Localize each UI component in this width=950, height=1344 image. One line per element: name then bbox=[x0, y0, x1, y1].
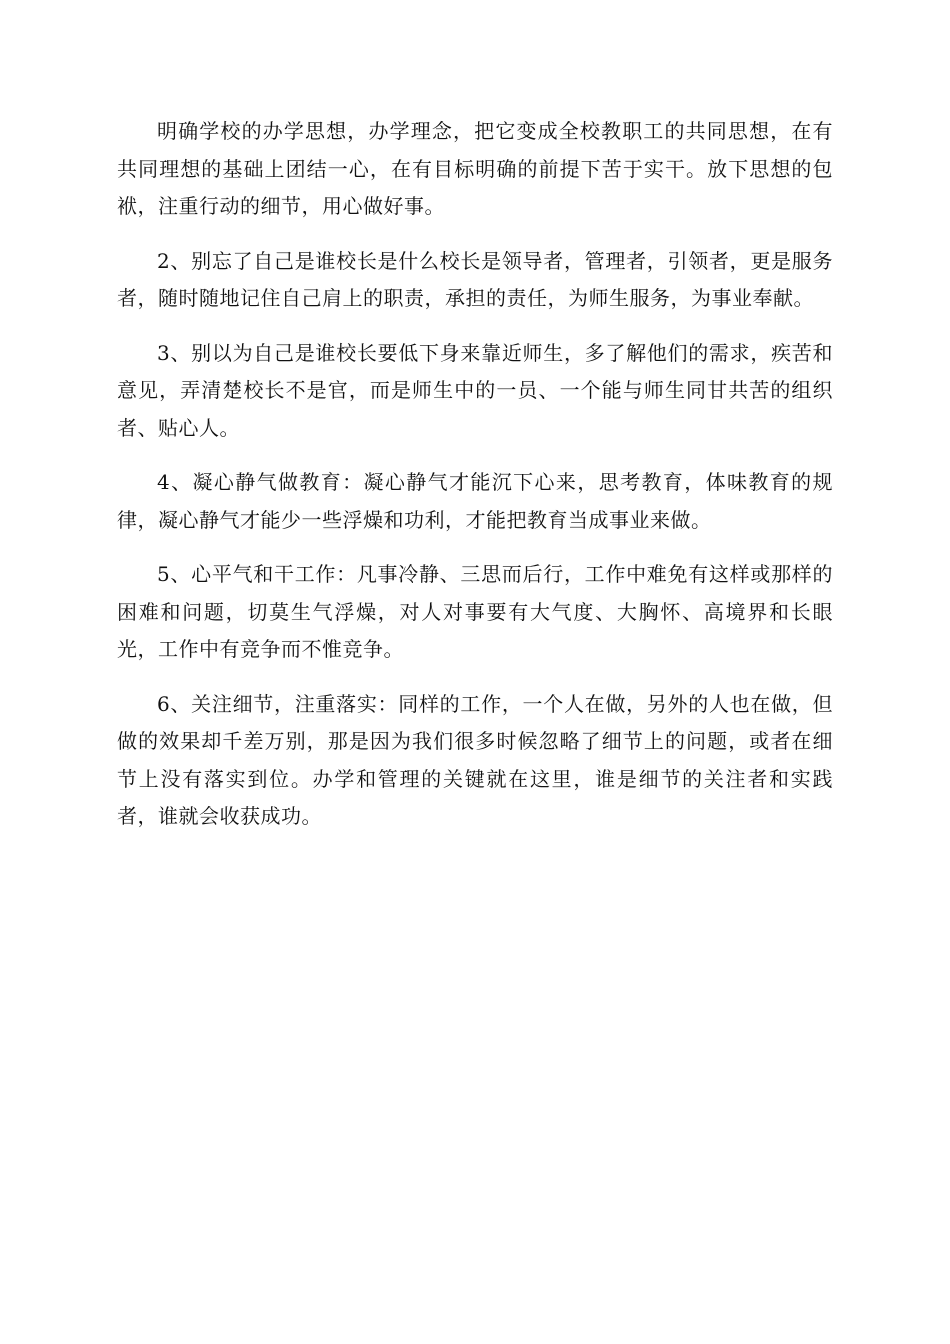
document-body bbox=[117, 113, 833, 853]
paragraph-2: 2、别忘了自己是谁校长是什么校长是领导者，管理者，引领者，更是服务者，随时随地记住自己肩上的职责，承担的责任，为师生服务，为事业奉献。 bbox=[117, 248, 833, 310]
paragraph-intro: 明确学校的办学思想，办学理念，把它变成全校教职工的共同思想，在有共同理想的基础上团结一心，在有目标明确的前提下苦于实干。放下思想的包袱，注重行动的细节，用心做好事。 bbox=[117, 119, 833, 218]
paragraph-5: 5、心平气和干工作：凡事冷静、三思而后行，工作中难免有这样或那样的困难和问题，切莫生气浮燥，对人对事要有大气度、大胸怀、高境界和长眼光，工作中有竞争而不惟竞争。 bbox=[117, 562, 833, 661]
paragraph-3: 3、别以为自己是谁校长要低下身来靠近师生，多了解他们的需求，疾苦和意见，弄清楚校长不是官，而是师生中的一员、一个能与师生同甘共苦的组织者、贴心人。 bbox=[117, 340, 833, 440]
paragraph-4: 4、凝心静气做教育：凝心静气才能沉下心来，思考教育，体味教育的规律，凝心静气才能少一些浮燥和功利，才能把教育当成事业来做。 bbox=[117, 470, 833, 532]
paragraph-6: 6、关注细节，注重落实：同样的工作，一个人在做，另外的人也在做，但做的效果却千差万别，那是因为我们很多时候忽略了细节上的问题，或者在细节上没有落实到位。办学和管理的关键就在这里，谁是细节的关注者和实践者，谁就会收获成功。 bbox=[117, 691, 833, 828]
